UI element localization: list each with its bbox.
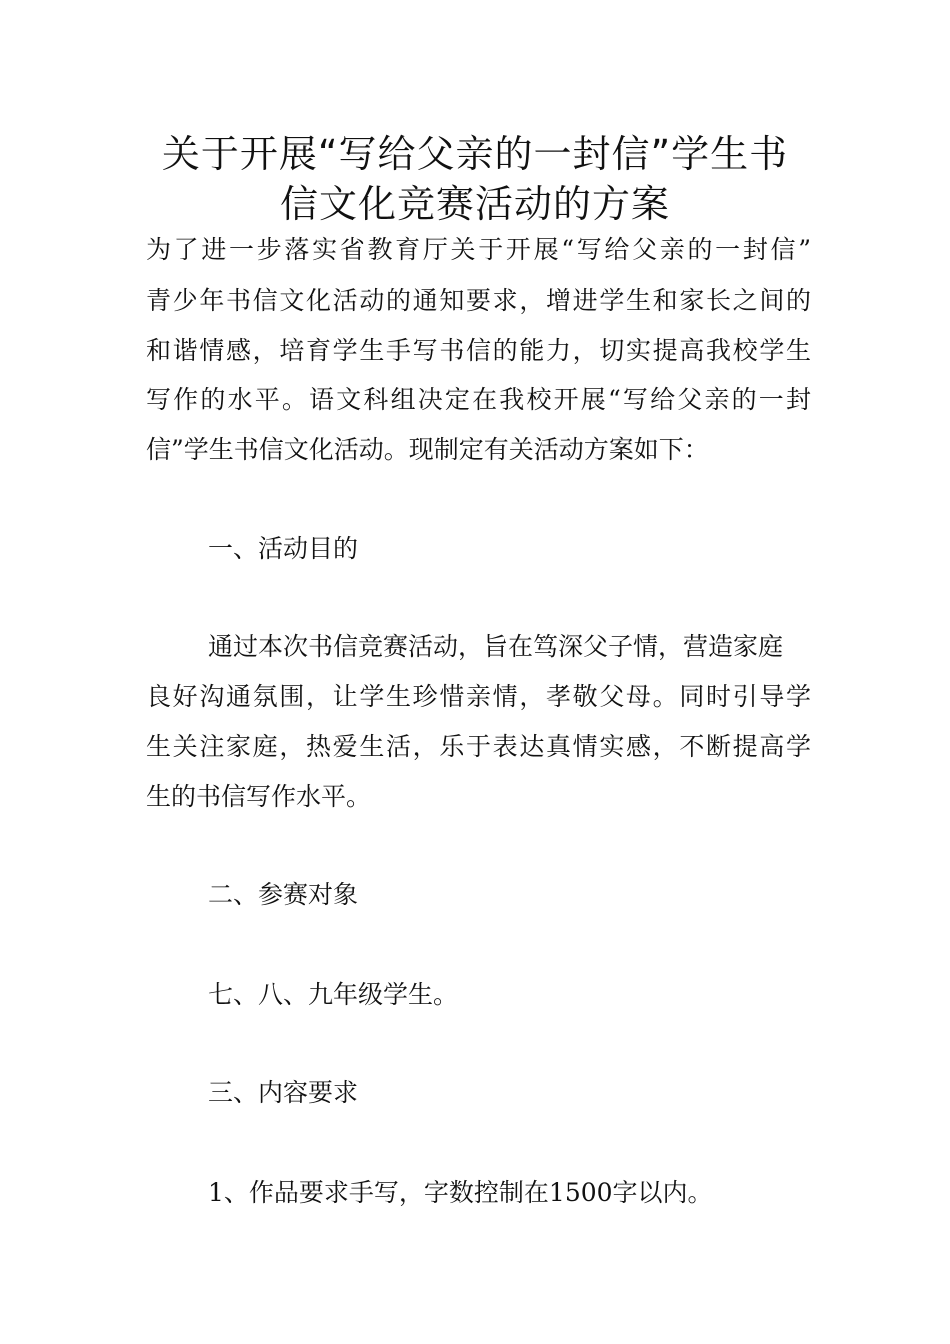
purpose-line-2: 良好沟通氛围，让学生珍惜亲情，孝敬父母。同时引导学 [146,682,811,711]
purpose-line-3: 生关注家庭，热爱生活，乐于表达真情实感，不断提高学 [146,732,811,761]
intro-line-1: 为了进一步落实省教育厅关于开展“写给父亲的一封信” [146,235,811,264]
participants-text: 七、八、九年级学生。 [208,980,459,1009]
intro-line-5: 信”学生书信文化活动。现制定有关活动方案如下： [146,435,709,464]
section-heading-requirements: 三、内容要求 [208,1078,359,1107]
section-heading-participants: 二、参赛对象 [208,880,359,909]
intro-line-4: 写作的水平。语文科组决定在我校开展“写给父亲的一封 [146,385,811,414]
section-heading-purpose: 一、活动目的 [208,534,359,563]
purpose-line-4: 生的书信写作水平。 [146,782,372,811]
requirement-item-1: 1、作品要求手写，字数控制在1500字以内。 [208,1178,713,1207]
intro-line-2: 青少年书信文化活动的通知要求，增进学生和家长之间的 [146,286,811,315]
intro-line-3: 和谐情感，培育学生手写书信的能力，切实提高我校学生 [146,336,811,365]
document-title-line-2: 信文化竞赛活动的方案 [279,182,670,226]
purpose-line-1: 通过本次书信竞赛活动，旨在笃深父子情，营造家庭 [208,632,784,661]
document-title-line-1: 关于开展“写给父亲的一封信”学生书 [161,132,789,176]
